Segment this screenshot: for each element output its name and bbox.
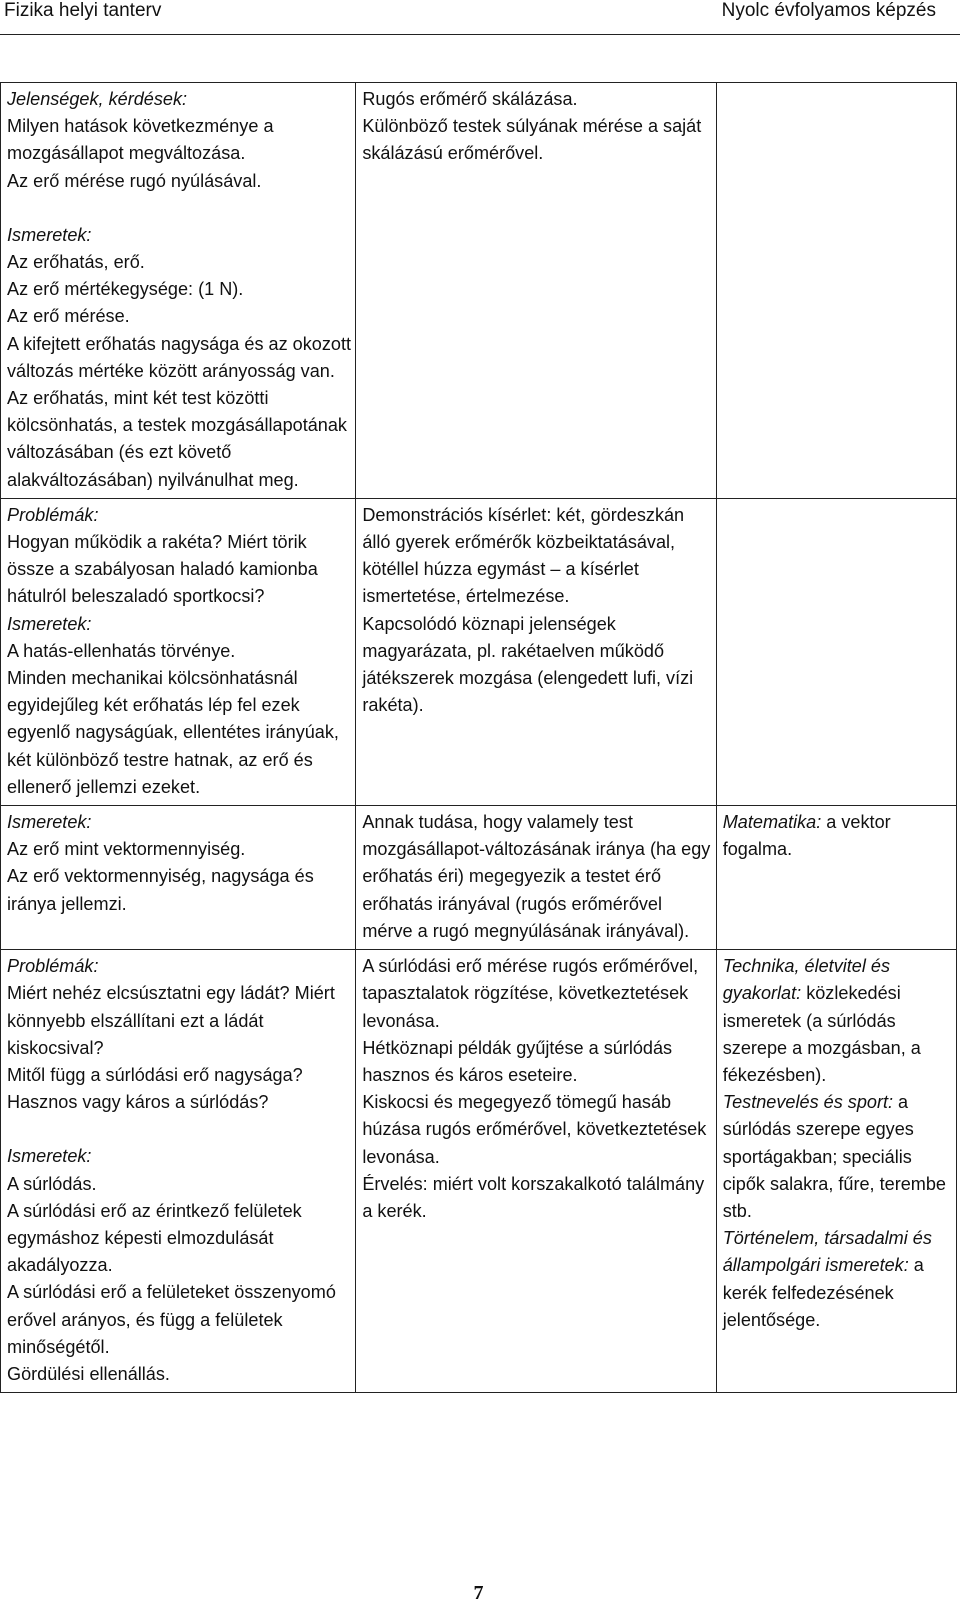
subject-label: Technika, életvitel és gyakorlat: [722,956,891,1004]
activity-cell [356,498,716,805]
paragraph: Demonstrációs kísérlet: két, gördeszkán álló gyerek erőmérők közbeiktatásával, kötéllel húzza egymást – a kísérlet ismertetése, értelmezése. [362,504,685,607]
cross-reference [723,953,952,1089]
paragraph: Az erőhatás, mint két test közötti kölcsönhatás, a testek mozgásállapotának változásában (és ezt követő alakváltozásában) nyilvánulhat meg. [7,388,347,490]
paragraph: Gördülési ellenállás. [7,1363,170,1384]
cross-reference [723,1225,952,1334]
paragraph: Rugós erőmérő skálázása. [362,89,578,109]
paragraph: Az erő vektormennyiség, nagysága és iránya jellemzi. [7,866,314,914]
spacer [7,1116,351,1143]
paragraph: Milyen hatások következménye a mozgásállapot megváltozása. [7,116,274,164]
paragraph: A súrlódási erő mérése rugós erőmérővel, tapasztalatok rögzítése, következtetések levonása. [362,956,699,1031]
content-cell [1,83,356,499]
paragraph: Miért nehéz elcsúsztatni egy ládát? Miért könnyebb elszállítani ezt a ládát kiskocsival? [7,983,335,1058]
paragraph: A súrlódási erő az érintkező felületek egymáshoz képesti elmozdulását akadályozza. [7,1200,302,1276]
paragraph: Az erő mérése. [7,306,130,327]
header-subtitle: Nyolc évfolyamos képzés [721,0,936,21]
reference-text: közlekedési ismeretek (a súrlódás szerepe a mozgásban, a fékezésben). [722,983,921,1085]
reference-text: a kerék felfedezésének jelentősége. [722,1255,924,1330]
activity-cell [356,83,716,499]
connection-cell [716,498,956,805]
section-label: Problémák: [7,956,99,977]
subject-label: Történelem, társadalmi és állampolgári ismeretek: [722,1228,932,1276]
paragraph: Az erő mint vektormennyiség. [7,839,246,860]
connection-cell [716,806,956,950]
activity-cell [356,950,716,1393]
subject-label: Matematika: [722,812,822,833]
paragraph: A kifejtett erőhatás nagysága és az okozott változás mértéke között arányosság van. [7,333,351,381]
activity-cell [356,806,716,950]
paragraph: Az erő mérése rugó nyúlásával. [7,170,262,191]
curriculum-table-body [1,83,957,1393]
section-label: Problémák: [7,504,99,525]
paragraph: Érvelés: miért volt korszakalkotó találmány a kerék. [362,1173,705,1221]
paragraph: Hogyan működik a rakéta? Miért törik össze a szabályosan haladó kamionba hátulról beleszaladó sportkocsi? [7,532,318,607]
cross-reference [723,1089,952,1225]
page-number: 7 [473,1582,484,1604]
paragraph: A súrlódási erő a felületeket összenyomó erővel arányos, és függ a felületek minőségétől. [7,1282,336,1357]
paragraph: A hatás-ellenhatás törvénye. [7,640,236,661]
paragraph: A súrlódás. [7,1173,97,1194]
page-header [0,0,960,28]
content-cell [1,498,356,805]
section-label: Ismeretek: [7,1146,92,1167]
header-divider [0,34,960,35]
paragraph: Kiskocsi és megegyező tömegű hasáb húzása rugós erőmérővel, következtetések levonása. [362,1092,707,1167]
paragraph: Annak tudása, hogy valamely test mozgásállapot-változásának iránya (ha egy erőhatás éri) megegyezik a testet érő erőhatás irányával (rugós erőmérővel mérve a rugó megnyúlásának irányával). [362,812,711,941]
table-row [1,498,957,805]
curriculum-table [0,82,957,1393]
subject-label: Testnevelés és sport: [722,1092,894,1113]
section-label: Jelenségek, kérdések: [7,89,188,109]
content-cell [1,806,356,950]
paragraph: Az erő mértékegysége: (1 N). [7,279,244,300]
content-cell [1,950,356,1393]
cross-reference [723,809,952,863]
connection-cell [716,83,956,499]
table-row [1,806,957,950]
table-row [1,950,957,1393]
connection-cell [716,950,956,1393]
reference-text: a súrlódás szerepe egyes sportágakban; speciális cipők salakra, fűre, terembe stb. [722,1092,946,1221]
paragraph: Mitől függ a súrlódási erő nagysága? Hasznos vagy káros a súrlódás? [7,1064,303,1113]
paragraph: Minden mechanikai kölcsönhatásnál egyidejűleg két erőhatás lép fel ezek egyenlő nagyságúak, ellentétes irányúak, két különböző testre hatnak, az erő és ellenerő jellemzi ezeket. [7,668,339,797]
spacer [7,195,351,222]
section-label: Ismeretek: [7,812,92,833]
table-row [1,83,957,499]
paragraph: Kapcsolódó köznapi jelenségek magyarázata, pl. rakétaelven működő játékszerek mozgása (elengedett lufi, vízi rakéta). [362,613,694,716]
paragraph: Hétköznapi példák gyűjtése a súrlódás hasznos és káros eseteire. [362,1037,673,1085]
section-label: Ismeretek: [7,224,92,245]
paragraph: Az erőhatás, erő. [7,252,145,273]
paragraph: Különböző testek súlyának mérése a saját skálázású erőmérővel. [362,116,702,164]
reference-text: a vektor fogalma. [722,812,891,860]
header-title: Fizika helyi tanterv [4,0,162,21]
section-label: Ismeretek: [7,613,92,634]
